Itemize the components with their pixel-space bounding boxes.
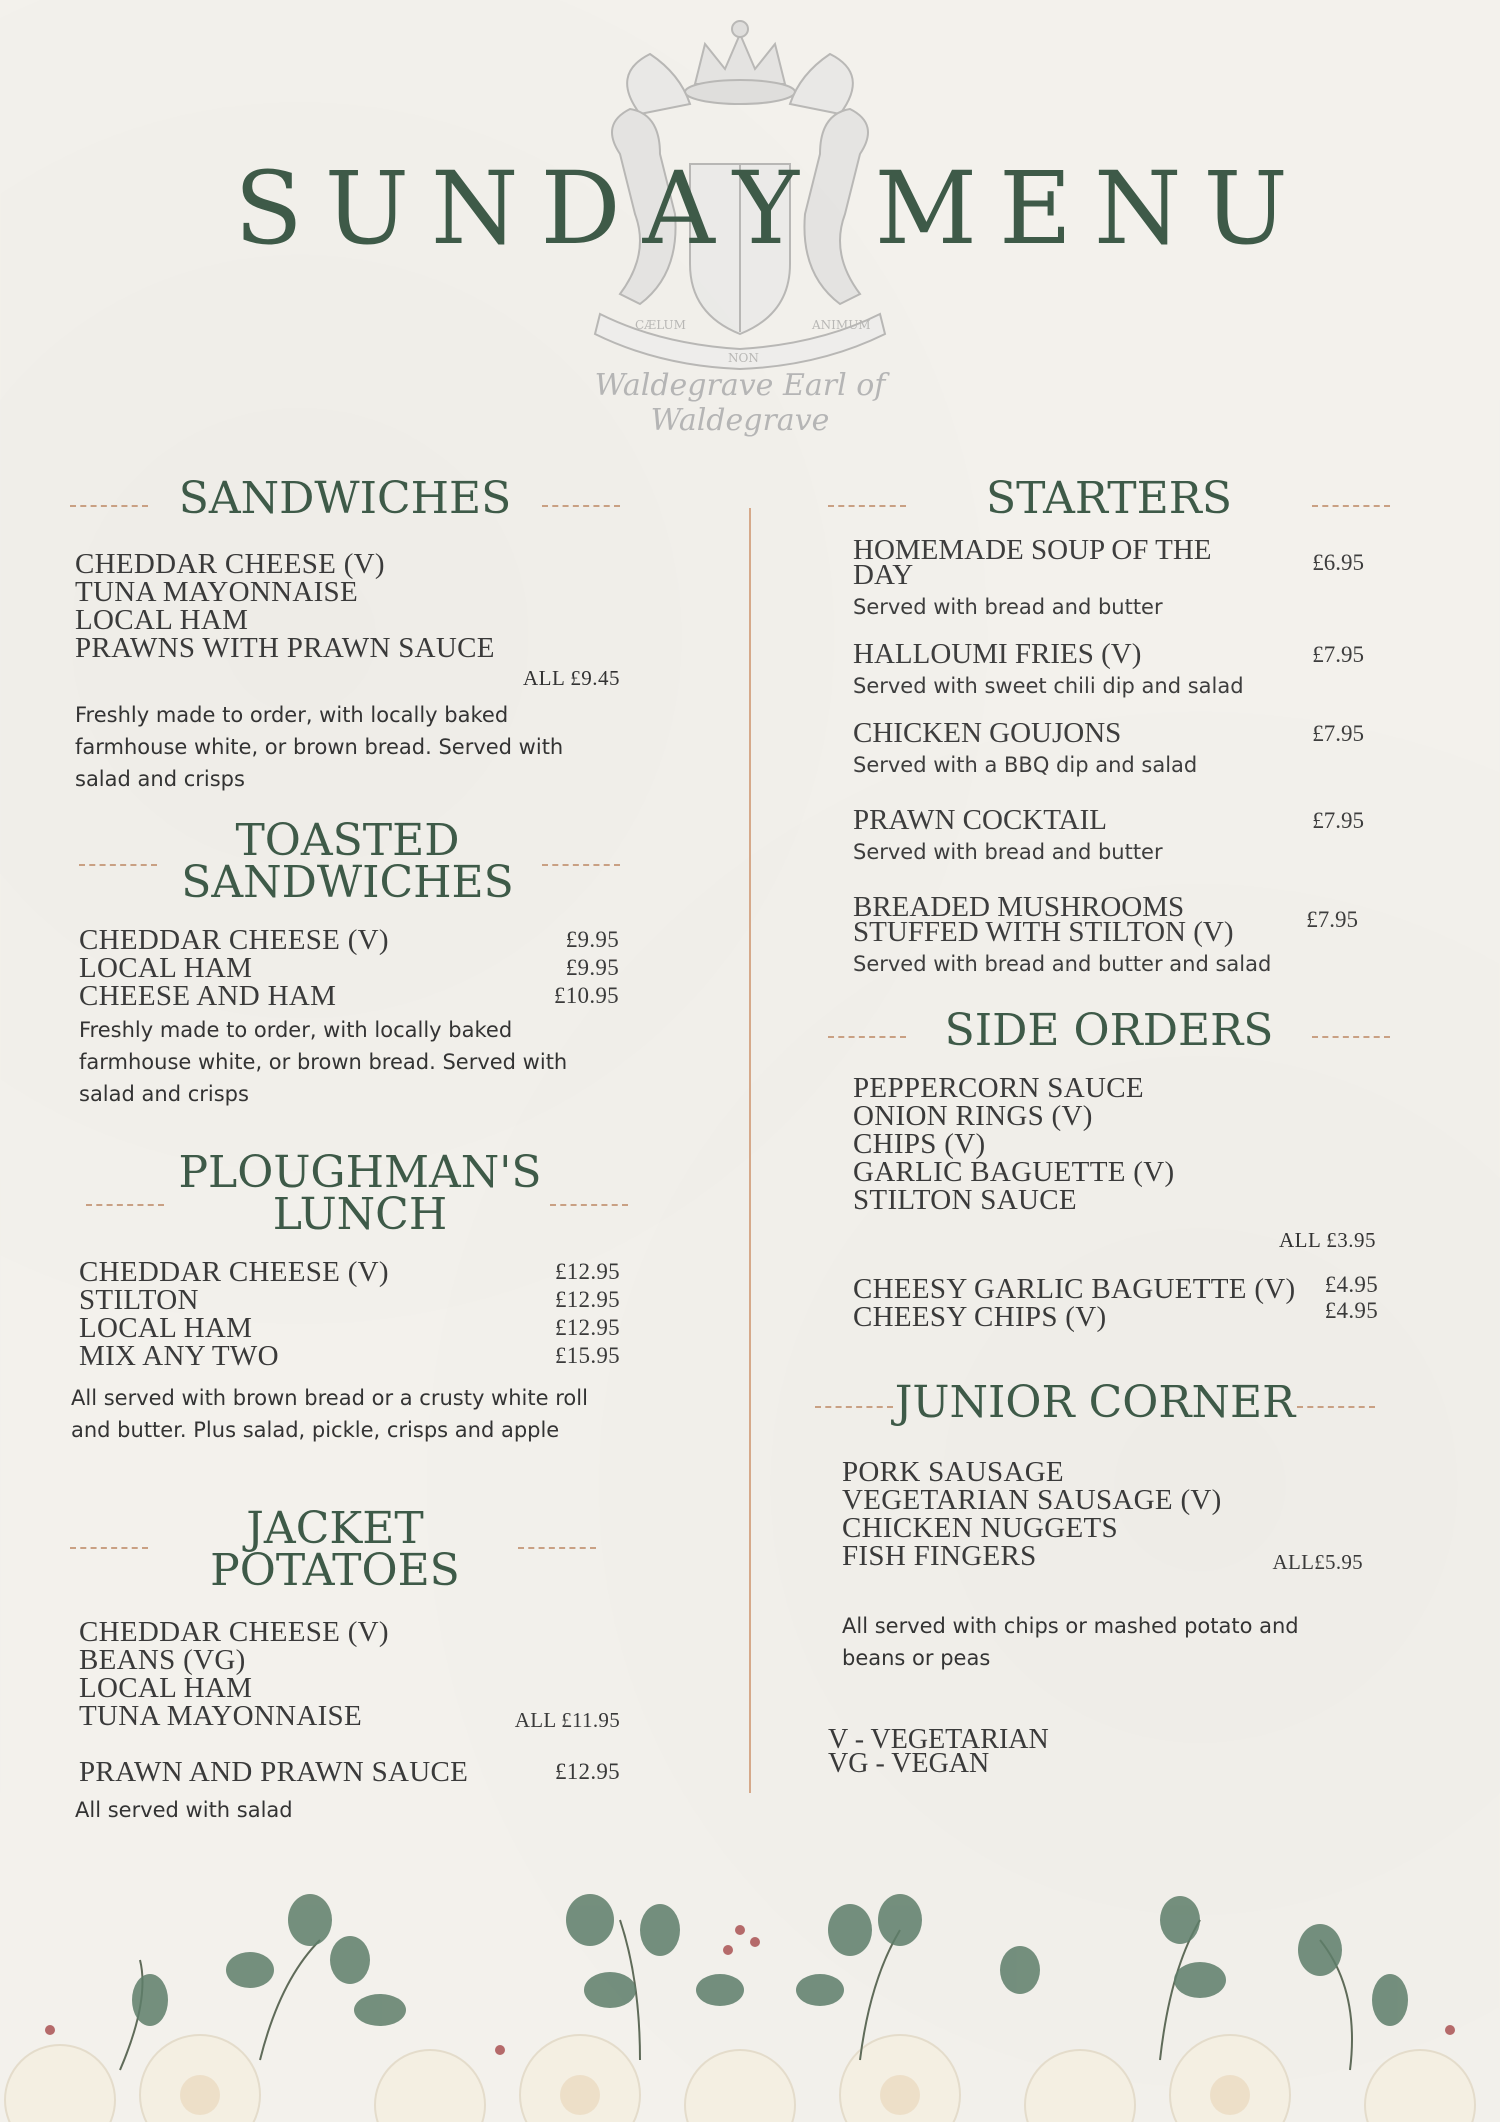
list-item: CHEDDAR CHEESE (V)	[79, 1616, 389, 1648]
list-item: ONION RINGS (V)	[853, 1100, 1093, 1132]
section-header	[828, 1005, 1390, 1056]
list-item: CHICKEN NUGGETS	[842, 1512, 1118, 1544]
header-dash-right	[1297, 1406, 1375, 1408]
item-name: PRAWN AND PRAWN SAUCE	[79, 1756, 469, 1788]
sides-extra-list	[853, 1272, 1378, 1333]
section-junior-corner	[815, 1377, 1375, 1674]
section-title-line2: LUNCH	[272, 1189, 448, 1240]
section-sandwiches	[70, 473, 620, 795]
svg-text:ANIMUM: ANIMUM	[812, 318, 871, 332]
section-description: Freshly made to order, with locally baked farmhouse white, or brown bread. Served with salad and crisps	[75, 703, 564, 791]
section-header	[70, 1147, 620, 1240]
section-title: SANDWICHES	[178, 473, 512, 524]
item-name: CHICKEN GOUJONS	[853, 717, 1122, 749]
list-item: VEGETARIAN SAUSAGE (V)	[842, 1484, 1222, 1516]
item-name: TUNA MAYONNAISE	[79, 1700, 362, 1732]
header-dash-right	[1312, 505, 1390, 507]
item-price: £12.95	[554, 1759, 620, 1784]
item-price: £9.95	[565, 955, 619, 980]
list-item: BEANS (VG)	[79, 1644, 246, 1676]
list-item	[79, 1702, 620, 1730]
section-jacket-potatoes	[70, 1503, 620, 1826]
header-dash-left	[70, 505, 148, 507]
dietary-legend	[828, 1724, 1049, 1779]
legend-vegan: VG - VEGAN	[828, 1748, 990, 1779]
sandwich-list	[75, 550, 620, 662]
list-item	[853, 1272, 1378, 1305]
header-dash-right	[518, 1547, 596, 1549]
list-item: LOCAL HAM	[79, 1672, 253, 1704]
item-price: £4.95	[1324, 1298, 1378, 1323]
section-header	[815, 1377, 1375, 1428]
list-item	[79, 926, 619, 954]
list-item	[79, 954, 619, 982]
header-dash-left	[79, 864, 157, 866]
section-title: JUNIOR CORNER	[894, 1377, 1296, 1428]
item-price: £12.95	[554, 1287, 620, 1312]
list-item	[79, 1286, 620, 1314]
list-item: PEPPERCORN SAUCE	[853, 1072, 1144, 1104]
all-price: ALL £11.95	[514, 1708, 620, 1732]
list-item: GARLIC BAGUETTE (V)	[853, 1156, 1175, 1188]
svg-text:CÆLUM: CÆLUM	[635, 318, 686, 332]
item-description: Served with sweet chili dip and salad	[853, 674, 1244, 698]
item-name: LOCAL HAM	[79, 1312, 253, 1344]
header-dash-right	[1312, 1036, 1390, 1038]
item-name: MIX ANY TWO	[79, 1340, 279, 1372]
list-item	[853, 804, 1378, 867]
header-dash-left	[815, 1406, 893, 1408]
item-name: CHEESY CHIPS (V)	[853, 1301, 1107, 1333]
item-name: CHEESE AND HAM	[79, 980, 337, 1012]
header-dash-left	[86, 1204, 164, 1206]
toasted-list	[79, 926, 619, 1010]
starters-list	[853, 534, 1378, 979]
list-item	[79, 1314, 620, 1342]
list-item	[79, 1758, 620, 1786]
item-name: STILTON	[79, 1284, 199, 1316]
list-item: LOCAL HAM	[75, 604, 249, 636]
section-header	[828, 473, 1390, 524]
item-name: PRAWN COCKTAIL	[853, 804, 1107, 836]
list-item: PRAWNS WITH PRAWN SAUCE	[75, 632, 495, 664]
item-description: Served with a BBQ dip and salad	[853, 753, 1198, 777]
jacket-list	[79, 1618, 620, 1730]
list-item: CHIPS (V)	[853, 1128, 986, 1160]
item-price: £4.95	[1324, 1272, 1378, 1297]
item-price: £9.95	[565, 927, 619, 952]
list-item	[853, 717, 1378, 780]
crest-script-caption: Waldegrave Earl of Waldegrave	[594, 368, 886, 438]
section-title: SIDE ORDERS	[944, 1005, 1274, 1056]
list-item: CHEDDAR CHEESE (V)	[75, 548, 385, 580]
item-name: FISH FINGERS	[842, 1540, 1037, 1572]
ploughman-list	[79, 1258, 620, 1370]
item-price: £10.95	[553, 983, 619, 1008]
item-name: BREADED MUSHROOMS STUFFED WITH STILTON (V)	[853, 891, 1234, 948]
all-price: ALL £3.95	[1278, 1228, 1376, 1252]
header-dash-right	[542, 505, 620, 507]
section-description: All served with chips or mashed potato and beans or peas	[842, 1614, 1299, 1670]
list-item: STILTON SAUCE	[853, 1184, 1077, 1216]
list-item	[853, 638, 1378, 701]
list-item	[842, 1540, 1363, 1574]
item-price: £12.95	[554, 1259, 620, 1284]
list-item: TUNA MAYONNAISE	[75, 576, 358, 608]
item-name: CHEESY GARLIC BAGUETTE (V)	[853, 1273, 1296, 1305]
section-header	[70, 1503, 620, 1596]
section-title: STARTERS	[986, 473, 1232, 524]
header-dash-left	[828, 1036, 906, 1038]
header-dash-right	[542, 864, 620, 866]
section-title-line2: POTATOES	[210, 1545, 460, 1596]
svg-text:NON: NON	[728, 351, 759, 365]
item-name: LOCAL HAM	[79, 952, 253, 984]
list-item	[79, 982, 619, 1010]
page-title: SUNDAY MENU	[234, 150, 1310, 267]
section-ploughmans-lunch	[70, 1147, 620, 1446]
list-item	[853, 534, 1378, 622]
section-description: Freshly made to order, with locally baked farmhouse white, or brown bread. Served with salad and crisps	[79, 1018, 568, 1106]
section-description: All served with salad	[75, 1798, 293, 1822]
column-divider	[749, 508, 751, 1793]
item-description: Served with bread and butter	[853, 595, 1163, 619]
list-item	[853, 891, 1378, 979]
section-title-line1: JACKET	[246, 1503, 424, 1554]
section-title-line2: SANDWICHES	[181, 857, 514, 908]
section-side-orders	[828, 1005, 1390, 1333]
item-name: CHEDDAR CHEESE (V)	[79, 924, 389, 956]
list-item	[79, 1258, 620, 1286]
junior-list	[842, 1456, 1363, 1574]
item-price: £7.95	[1312, 642, 1364, 667]
item-price: £7.95	[1312, 721, 1364, 746]
item-price: £7.95	[1306, 907, 1358, 932]
list-item	[853, 1298, 1378, 1333]
floral-border-icon	[0, 1880, 1500, 2122]
item-description: Served with bread and butter and salad	[853, 952, 1272, 976]
legend-vegetarian: V - VEGETARIAN	[828, 1724, 1049, 1755]
list-item	[79, 1342, 620, 1370]
item-description: Served with bread and butter	[853, 840, 1163, 864]
item-price: £6.95	[1312, 550, 1364, 575]
all-price: ALL£5.95	[1272, 1550, 1363, 1574]
header-dash-left	[828, 505, 906, 507]
item-price: £15.95	[554, 1343, 620, 1368]
item-name: CHEDDAR CHEESE (V)	[79, 1256, 389, 1288]
item-price: £12.95	[554, 1315, 620, 1340]
section-starters	[828, 473, 1390, 999]
section-description: All served with brown bread or a crusty white roll and butter. Plus salad, pickle, crisps and apple	[71, 1386, 588, 1442]
item-price: £7.95	[1312, 808, 1364, 833]
section-toasted-sandwiches	[75, 815, 620, 1110]
section-header	[75, 815, 620, 908]
section-title-line1: PLOUGHMAN'S	[178, 1147, 542, 1198]
all-price: ALL £9.45	[522, 666, 620, 690]
header-dash-right	[550, 1204, 628, 1206]
header-dash-left	[70, 1547, 148, 1549]
section-title-line1: TOASTED	[235, 815, 460, 866]
item-name: HOMEMADE SOUP OF THE DAY	[853, 534, 1212, 591]
section-header	[70, 473, 620, 524]
sides-list	[853, 1074, 1390, 1214]
item-name: HALLOUMI FRIES (V)	[853, 638, 1142, 670]
list-item: PORK SAUSAGE	[842, 1456, 1064, 1488]
